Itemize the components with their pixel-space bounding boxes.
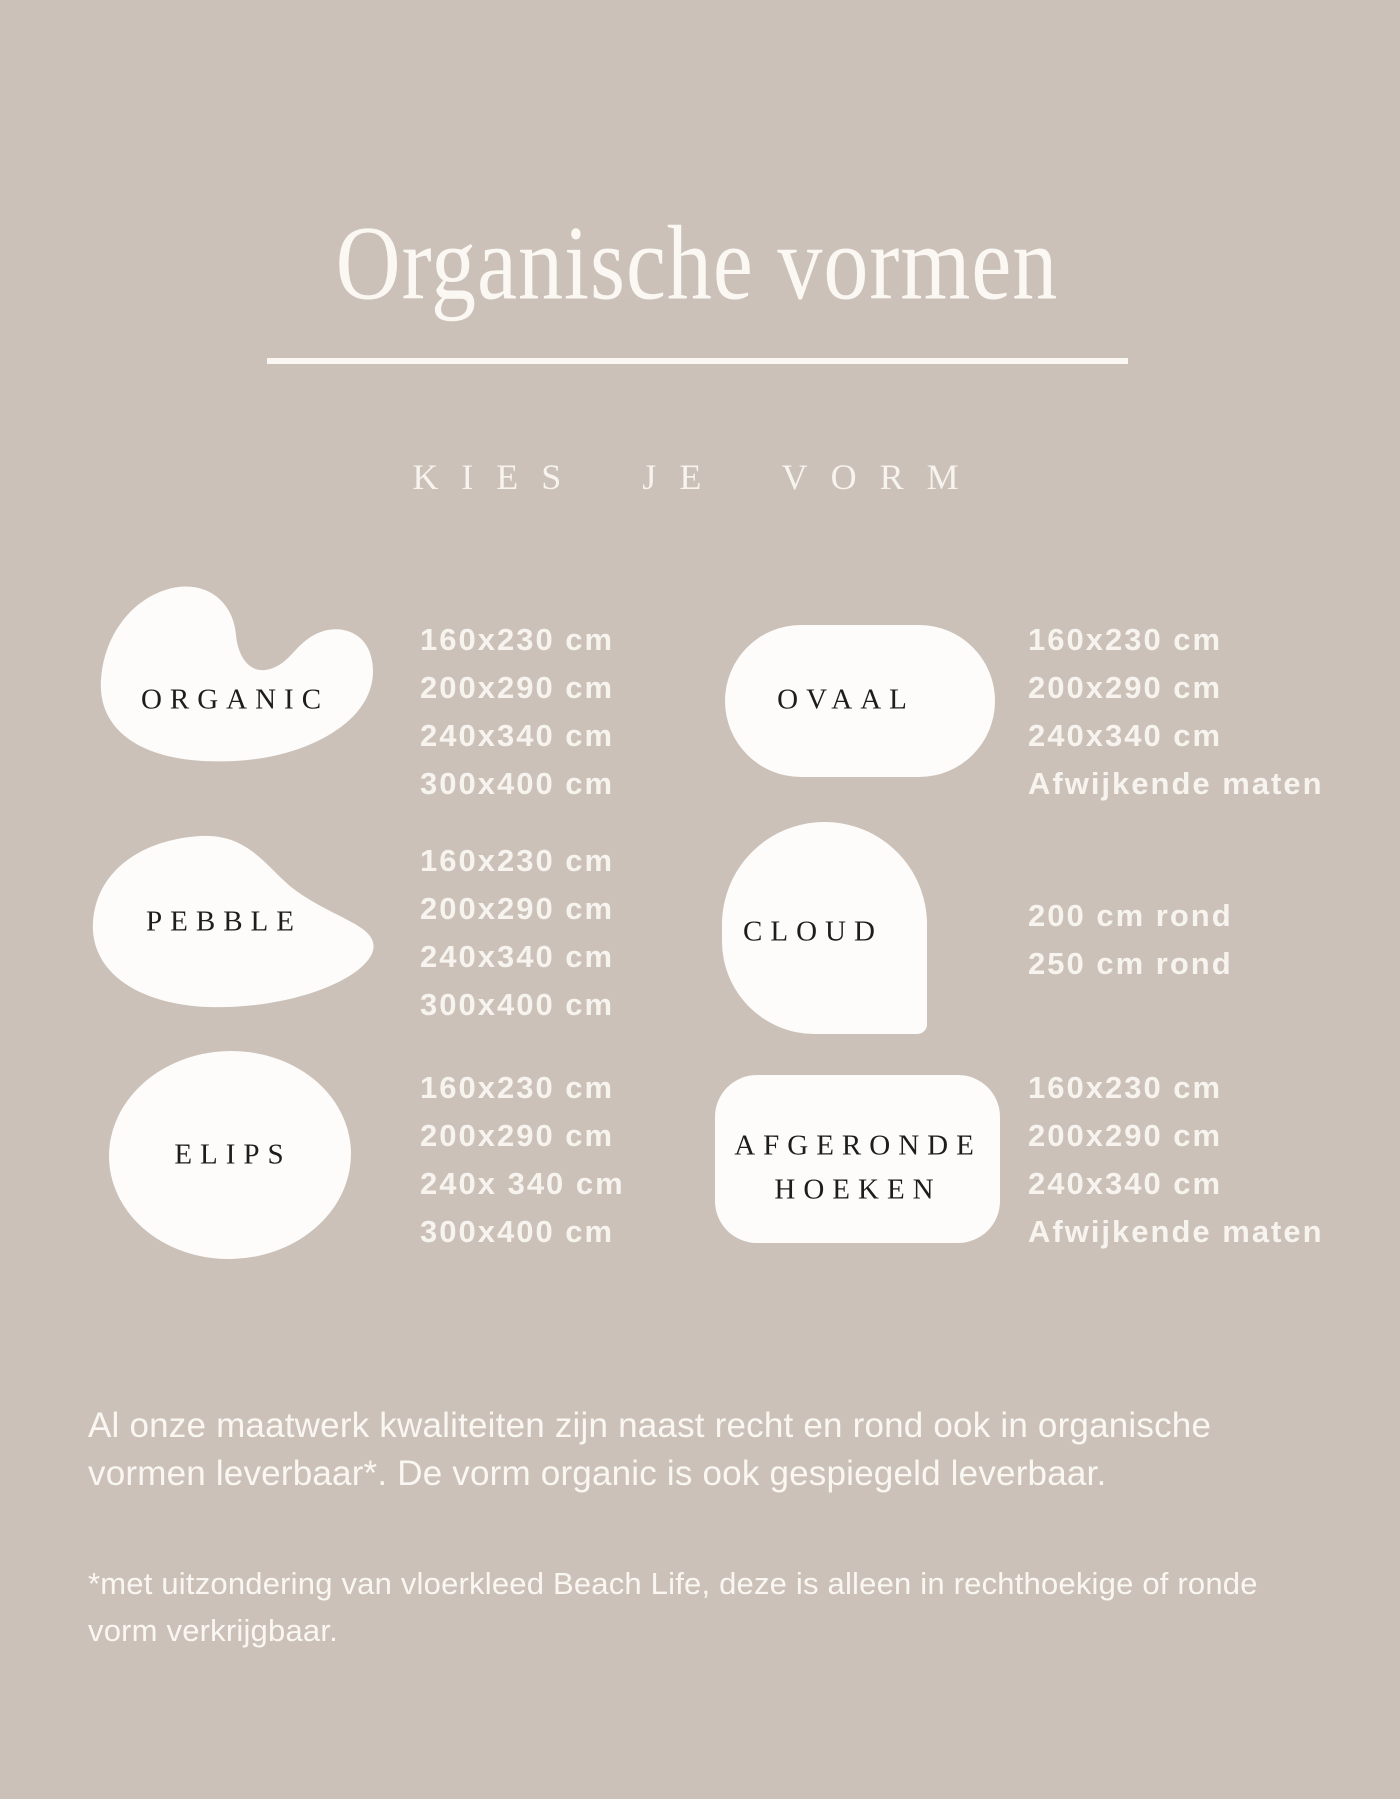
elips-size-list bbox=[420, 1064, 625, 1256]
footer-note bbox=[88, 1560, 1378, 1654]
afgeronde-hoeken-size-list bbox=[1028, 1064, 1324, 1256]
size-item: 300x400 cm bbox=[420, 987, 615, 1022]
size-item: 240x340 cm bbox=[420, 939, 615, 974]
elips-label: ELIPS bbox=[174, 1138, 292, 1171]
size-item: 160x230 cm bbox=[420, 622, 615, 657]
afgeronde-hoeken-label-line2: HOEKEN bbox=[774, 1173, 942, 1206]
cloud-size-list bbox=[1028, 892, 1233, 988]
pebble-label: PEBBLE bbox=[146, 905, 302, 938]
size-item: 300x400 cm bbox=[420, 1214, 615, 1249]
size-item: 160x230 cm bbox=[1028, 622, 1223, 657]
size-item: 250 cm rond bbox=[1028, 946, 1233, 981]
size-item: 160x230 cm bbox=[1028, 1070, 1223, 1105]
size-item: 200x290 cm bbox=[420, 891, 615, 926]
footer-note-line1: *met uitzondering van vloerkleed Beach Life, deze is alleen in rechthoekige of ronde bbox=[88, 1566, 1258, 1601]
pebble-size-list bbox=[420, 837, 614, 1029]
size-item: 240x340 cm bbox=[420, 718, 615, 753]
organic-size-list bbox=[420, 616, 614, 808]
footer-note-line2: vorm verkrijgbaar. bbox=[88, 1613, 338, 1648]
size-item: 200x290 cm bbox=[1028, 670, 1223, 705]
footer-paragraph-line2: vormen leverbaar*. De vorm organic is ook gespiegeld leverbaar. bbox=[88, 1454, 1107, 1493]
size-item: 160x230 cm bbox=[420, 1070, 615, 1105]
size-item: Afwijkende maten bbox=[1028, 766, 1324, 801]
size-item: 300x400 cm bbox=[420, 766, 615, 801]
size-item: 240x340 cm bbox=[1028, 1166, 1223, 1201]
page-subtitle: KIES JE VORM bbox=[412, 457, 982, 497]
size-item: Afwijkende maten bbox=[1028, 1214, 1324, 1249]
ovaal-label: OVAAL bbox=[777, 683, 915, 716]
size-item: 200x290 cm bbox=[1028, 1118, 1223, 1153]
organic-shape bbox=[98, 585, 378, 765]
size-item: 200x290 cm bbox=[420, 1118, 615, 1153]
page-title: Organische vormen bbox=[335, 205, 1059, 322]
size-item: 160x230 cm bbox=[420, 843, 615, 878]
title-divider bbox=[267, 358, 1128, 364]
ovaal-size-list bbox=[1028, 616, 1324, 808]
size-item: 200x290 cm bbox=[420, 670, 615, 705]
size-item: 240x 340 cm bbox=[420, 1166, 625, 1201]
cloud-label: CLOUD bbox=[743, 915, 883, 948]
afgeronde-hoeken-label-line1: AFGERONDE bbox=[734, 1129, 982, 1162]
organic-label: ORGANIC bbox=[140, 683, 330, 716]
footer-paragraph bbox=[88, 1402, 1378, 1498]
size-item: 200 cm rond bbox=[1028, 898, 1233, 933]
footer-paragraph-line1: Al onze maatwerk kwaliteiten zijn naast recht en rond ook in organische bbox=[88, 1406, 1212, 1445]
size-item: 240x340 cm bbox=[1028, 718, 1223, 753]
